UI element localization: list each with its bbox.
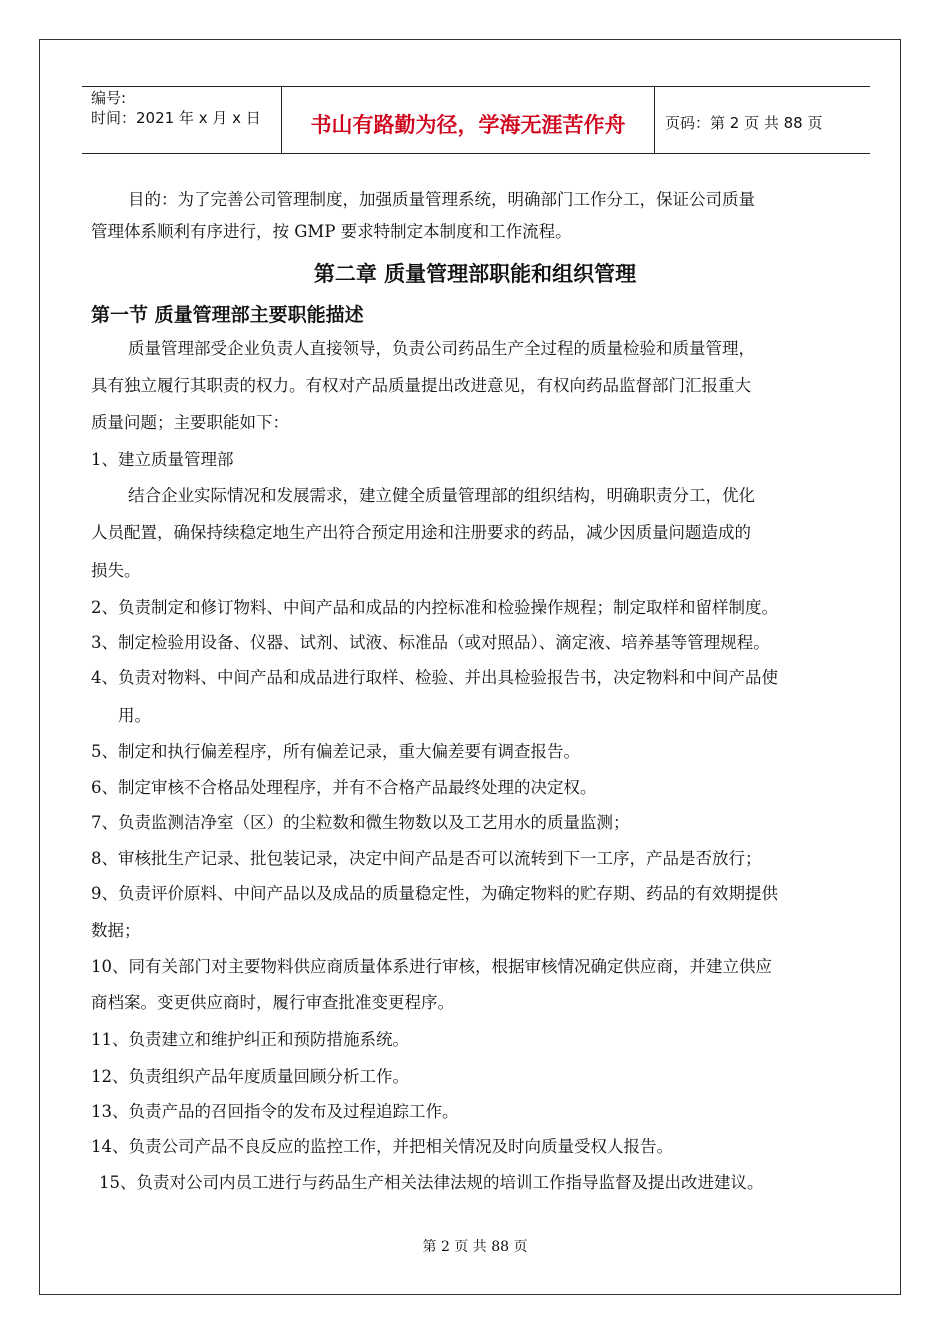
header-meta-cell bbox=[82, 87, 282, 153]
list-item: 14、负责公司产品不良反应的监控工作，并把相关情况及时向质量受权人报告。 bbox=[91, 1137, 673, 1156]
document-number-label: 编号: bbox=[91, 89, 127, 107]
list-item-continuation: 数据； bbox=[91, 921, 141, 940]
intro-line: 质量问题；主要职能如下： bbox=[91, 413, 289, 432]
list-item-continuation: 商档案。变更供应商时，履行审查批准变更程序。 bbox=[91, 993, 454, 1012]
list-item-continuation: 用。 bbox=[118, 706, 151, 725]
list-item: 12、负责组织产品年度质量回顾分析工作。 bbox=[91, 1067, 409, 1086]
page-footer: 第 2 页 共 88 页 bbox=[422, 1239, 528, 1255]
list-item-body: 人员配置，确保持续稳定地生产出符合预定用途和注册要求的药品，减少因质量问题造成的 bbox=[91, 523, 751, 542]
chapter-title: 第二章 质量管理部职能和组织管理 bbox=[313, 262, 637, 286]
list-item: 7、负责监测洁净室（区）的尘粒数和微生物数以及工艺用水的质量监测； bbox=[91, 813, 630, 832]
list-item: 10、同有关部门对主要物料供应商质量体系进行审核，根据审核情况确定供应商，并建立供应 bbox=[91, 957, 772, 976]
intro-line: 具有独立履行其职责的权力。有权对产品质量提出改进意见，有权向药品监督部门汇报重大 bbox=[91, 376, 751, 395]
header-page-info: 页码：第 2 页 共 88 页 bbox=[665, 114, 823, 132]
document-date: 时间：2021 年 x 月 x 日 bbox=[91, 109, 261, 127]
header-page-cell bbox=[655, 87, 870, 153]
section-title: 第一节 质量管理部主要职能描述 bbox=[91, 304, 364, 326]
list-item-body: 损失。 bbox=[91, 561, 141, 580]
header-motto-cell bbox=[282, 87, 655, 153]
list-item: 8、审核批生产记录、批包装记录，决定中间产品是否可以流转到下一工序，产品是否放行； bbox=[91, 849, 762, 868]
intro-line: 质量管理部受企业负责人直接领导，负责公司药品生产全过程的质量检验和质量管理， bbox=[128, 339, 755, 358]
motto-text: 书山有路勤为径，学海无涯苦作舟 bbox=[310, 113, 626, 137]
list-item: 5、制定和执行偏差程序，所有偏差记录，重大偏差要有调查报告。 bbox=[91, 742, 580, 761]
list-item: 9、负责评价原料、中间产品以及成品的质量稳定性，为确定物料的贮存期、药品的有效期提供 bbox=[91, 884, 778, 903]
list-item: 15、负责对公司内员工进行与药品生产相关法律法规的培训工作指导监督及提出改进建议。 bbox=[99, 1173, 764, 1192]
list-item: 13、负责产品的召回指令的发布及过程追踪工作。 bbox=[91, 1102, 459, 1121]
list-item: 2、负责制定和修订物料、中间产品和成品的内控标准和检验操作规程；制定取样和留样制度。 bbox=[91, 598, 778, 617]
purpose-line: 管理体系顺利有序进行，按 GMP 要求特制定本制度和工作流程。 bbox=[91, 222, 572, 241]
list-item: 3、制定检验用设备、仪器、试剂、试液、标准品（或对照品）、滴定液、培养基等管理规程。 bbox=[91, 633, 770, 652]
list-item-body: 结合企业实际情况和发展需求，建立健全质量管理部的组织结构，明确职责分工，优化 bbox=[128, 486, 755, 505]
list-item-heading: 1、建立质量管理部 bbox=[91, 450, 234, 469]
document-header bbox=[82, 86, 870, 154]
list-item: 11、负责建立和维护纠正和预防措施系统。 bbox=[91, 1030, 409, 1049]
list-item: 4、负责对物料、中间产品和成品进行取样、检验、并出具检验报告书，决定物料和中间产品使 bbox=[91, 668, 778, 687]
list-item: 6、制定审核不合格品处理程序，并有不合格产品最终处理的决定权。 bbox=[91, 778, 597, 797]
purpose-line: 目的：为了完善公司管理制度，加强质量管理系统，明确部门工作分工，保证公司质量 bbox=[128, 190, 755, 209]
